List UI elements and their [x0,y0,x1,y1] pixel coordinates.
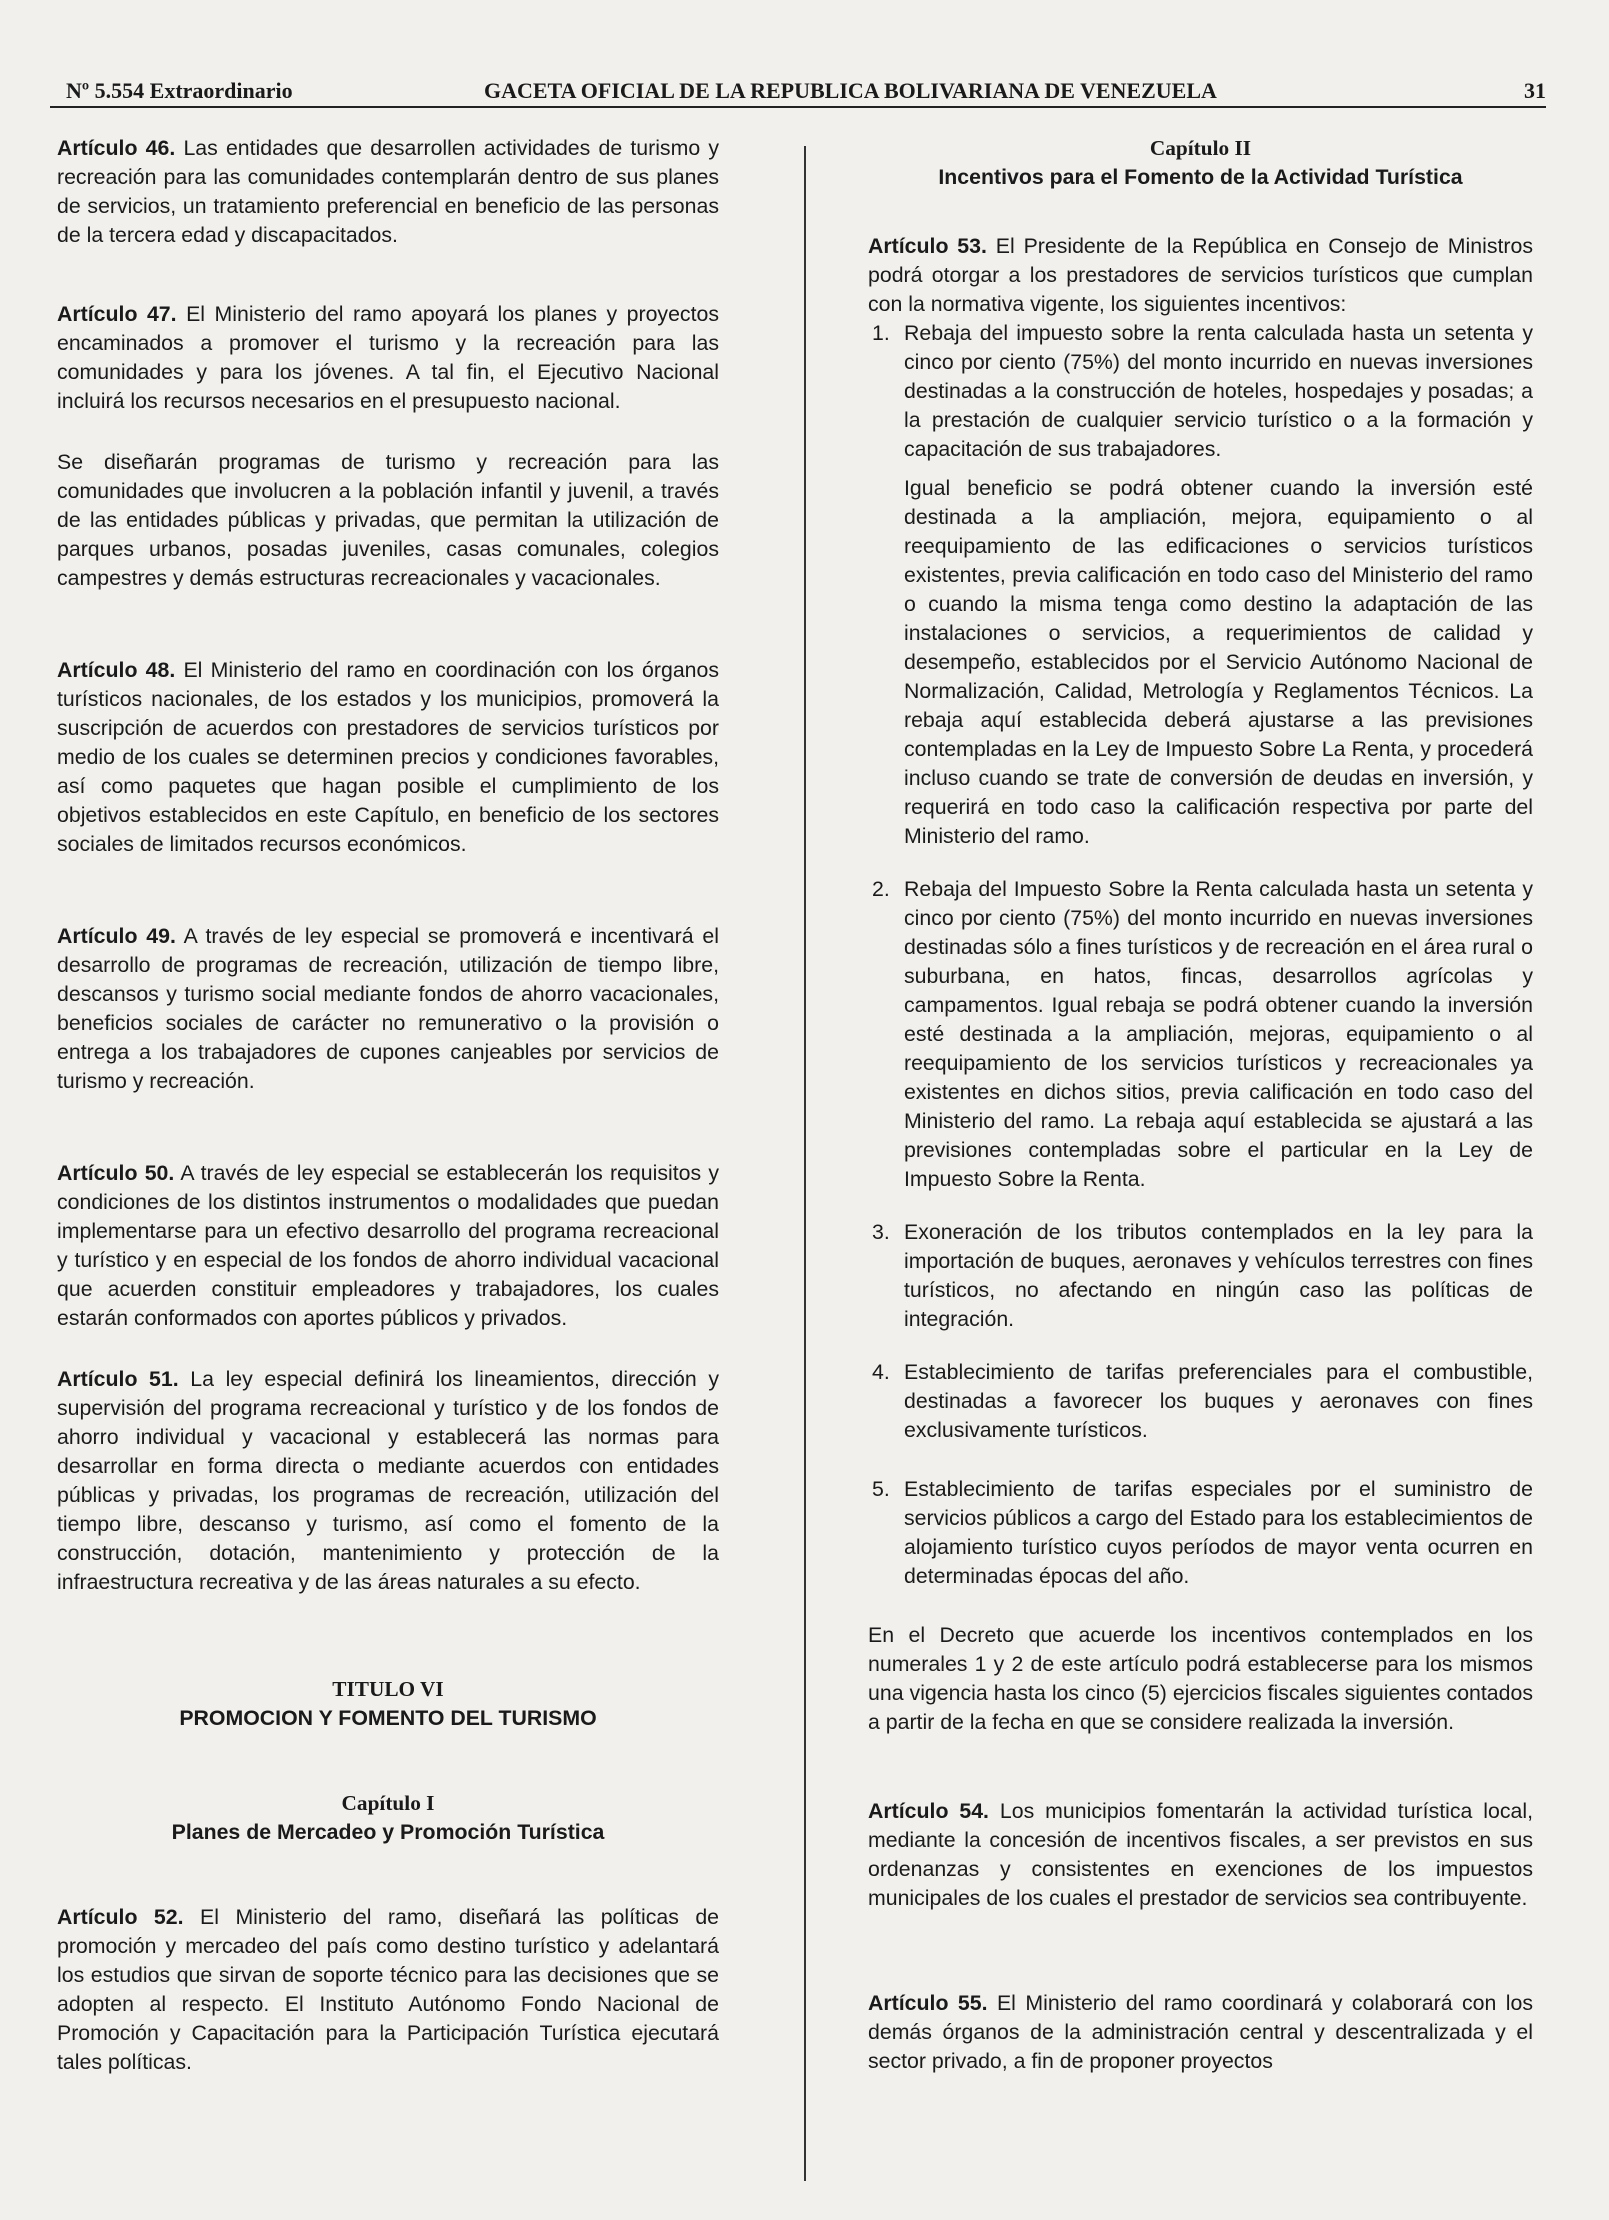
item-text: Establecimiento de tarifas preferenciales para el combustible, destinadas a favorecer los buques y aeronaves con fines exclusivamente turísticos. [904,1360,1533,1442]
article-53 [868,232,1533,319]
list-item [868,319,1533,851]
title-number: TITULO VI [332,1677,444,1701]
article-54 [868,1797,1533,1913]
page-number: 31 [1524,78,1546,103]
article-55 [868,1989,1533,2076]
item-number: 2. [872,877,890,901]
article-label: Artículo 50. [57,1161,175,1185]
article-text: A través de ley especial se promoverá e incentivará el desarrollo de programas de recreación, utilización de tiempo libre, descansos y turismo social mediante fondos de ahorro vacacionales, beneficios sociales de carácter no remunerativo o la provisión o entrega a los trabajadores de cupones canjeables por servicios de turismo y recreación. [57,924,720,1093]
item-text: Establecimiento de tarifas especiales por el suministro de servicios públicos a cargo del Estado para los establecimientos de alojamiento turístico cuyos períodos de mayor venta ocurren en determinadas épocas del año. [904,1477,1533,1588]
title-name: PROMOCION Y FOMENTO DEL TURISMO [179,1706,597,1730]
chapter-1-heading [57,1789,719,1847]
gazette-title: GACETA OFICIAL DE LA REPUBLICA BOLIVARIANA DE VENEZUELA [484,78,1217,103]
chapter-name: Planes de Mercadeo y Promoción Turística [171,1820,605,1844]
item-number: 4. [872,1360,890,1384]
article-text: Los municipios fomentarán la actividad turística local, mediante la concesión de incentivos fiscales, a ser previstos en sus ordenanzas y consistentes en exenciones de los impuestos municipales de los cuales el prestador de servicios sea contribuyente. [868,1799,1533,1910]
article-text: El Ministerio del ramo apoyará los planes y proyectos encaminados a promover el turismo y la recreación para las comunidades y para los jóvenes. A tal fin, el Ejecutivo Nacional incluirá los recursos necesarios en el presupuesto nacional. [57,302,719,413]
column-divider [804,146,806,2181]
issue-number: Nº 5.554 Extraordinario [66,78,293,103]
left-column [57,134,719,2077]
list-item [868,1218,1533,1334]
article-label: Artículo 54. [868,1799,989,1823]
article-label: Artículo 47. [57,302,177,326]
item-text-continued: Igual beneficio se podrá obtener cuando la inversión esté destinada a la ampliación, mejora, equipamiento o al reequipamiento de las edificaciones o servicios turísticos existentes, previa calificación en todo caso del Ministerio del ramo o cuando la misma tenga como destino la adaptación de las instalaciones o servicios, a requerimientos de calidad y desempeño, establecidos por el Servicio Autónomo Nacional de Normalización, Calidad, Metrología y Reglamentos Técnicos. La rebaja aquí establecida deberá ajustarse a las previsiones contempladas en la Ley de Impuesto Sobre La Renta, y procederá incluso cuando se trate de conversión de deudas en inversión, y requerirá en todo caso la calificación respectiva por parte del Ministerio del ramo. [904,476,1533,848]
article-50 [57,1159,719,1333]
chapter-name: Incentivos para el Fomento de la Actividad Turística [938,165,1463,189]
article-text: A través de ley especial se establecerán los requisitos y condiciones de los distintos instrumentos o modalidades que puedan implementarse para un efectivo desarrollo del programa recreacional y turístico y en especial de los fondos de ahorro individual vacacional que acuerden constituir empleadores y trabajadores, los cuales estarán conformados con aportes públicos y privados. [57,1161,719,1330]
article-47 [57,300,719,416]
article-text: Las entidades que desarrollen actividades de turismo y recreación para las comunidades contemplarán dentro de sus planes de servicios, un tratamiento preferencial en beneficio de las personas de la tercera edad y discapacitados. [57,136,719,247]
article-label: Artículo 55. [868,1991,988,2015]
title-heading [57,1675,719,1733]
list-item [868,875,1533,1194]
item-text: Rebaja del Impuesto Sobre la Renta calculada hasta un setenta y cinco por ciento (75%) del monto incurrido en nuevas inversiones destinadas sólo a fines turísticos y de recreación en el área rural o suburbana, en hatos, fincas, desarrollos agrícolas y campamentos. Igual rebaja se podrá obtener cuando la inversión esté destinada a la ampliación, mejoras, equipamiento o al reequipamiento de los servicios turísticos y recreacionales ya existentes en dichos sitios, previa calificación en todo caso del Ministerio del ramo. La rebaja aquí establecida se ajustará a las previsiones contempladas sobre el particular en la Ley de Impuesto Sobre la Renta. [904,877,1533,1191]
article-47-paragraph: Se diseñarán programas de turismo y recreación para las comunidades que involucren a la población infantil y juvenil, a través de las entidades públicas y privadas, que permitan la utilización de parques urbanos, posadas juveniles, casas comunales, colegios campestres y demás estructuras recreacionales y vacacionales. [57,450,719,590]
decree-paragraph: En el Decreto que acuerde los incentivos contemplados en los numerales 1 y 2 de este artículo podrá establecerse para los mismos una vigencia hasta los cinco (5) ejercicios fiscales siguientes contados a partir de la fecha en que se considere realizada la inversión. [868,1623,1533,1734]
article-51 [57,1365,719,1597]
article-52 [57,1903,719,2077]
page-header [50,76,1546,108]
article-48 [57,656,719,859]
chapter-number: Capítulo II [1149,136,1252,160]
chapter-number: Capítulo I [341,1791,435,1815]
article-text: El Presidente de la República en Consejo de Ministros podrá otorgar a los prestadores de servicios turísticos que cumplan con la normativa vigente, los siguientes incentivos: [868,234,1534,316]
chapter-2-heading [868,134,1533,192]
article-label: Artículo 46. [57,136,176,160]
article-label: Artículo 51. [57,1367,179,1391]
right-column [868,134,1533,2076]
article-text: La ley especial definirá los lineamientos, dirección y supervisión del programa recreacional y turístico y de los fondos de ahorro individual y vacacional y establecerá las normas para desarrollar en forma directa o mediante acuerdos con entidades públicas y privadas, los programas de recreación, utilización del tiempo libre, descanso y turismo, así como el fomento de la construcción, dotación, mantenimiento y protección de la infraestructura recreativa y de las áreas naturales a su efecto. [57,1367,719,1594]
list-item [868,1475,1533,1591]
article-46 [57,134,719,250]
item-text: Exoneración de los tributos contemplados en la ley para la importación de buques, aeronaves y vehículos terrestres con fines turísticos, no afectando en ningún caso las políticas de integración. [904,1220,1533,1331]
article-text: El Ministerio del ramo, diseñará las políticas de promoción y mercadeo del país como destino turístico y adelantará los estudios que sirvan de soporte técnico para las decisiones que se adopten al respecto. El Instituto Autónomo Fondo Nacional de Promoción y Capacitación para la Participación Turística ejecutará tales políticas. [57,1905,720,2074]
article-label: Artículo 49. [57,924,176,948]
article-label: Artículo 52. [57,1905,184,1929]
item-number: 3. [872,1220,890,1244]
incentives-list [868,319,1533,1591]
article-text: El Ministerio del ramo coordinará y colaborará con los demás órganos de la administración central y descentralizada y el sector privado, a fin de proponer proyectos [868,1991,1534,2073]
item-number: 1. [872,321,890,345]
item-number: 5. [872,1477,890,1501]
list-item [868,1358,1533,1445]
article-label: Artículo 53. [868,234,987,258]
item-text: Rebaja del impuesto sobre la renta calculada hasta un setenta y cinco por ciento (75%) del monto incurrido en nuevas inversiones destinadas a la construcción de hoteles, hospedajes y posadas; a la prestación de cualquier servicio turístico o a la formación y capacitación de sus trabajadores. [904,321,1533,461]
article-label: Artículo 48. [57,658,176,682]
article-text: El Ministerio del ramo en coordinación con los órganos turísticos nacionales, de los estados y los municipios, promoverá la suscripción de acuerdos con prestadores de servicios turísticos por medio de los cuales se determinen precios y condiciones favorables, así como paquetes que hagan posible el cumplimiento de los objetivos establecidos en este Capítulo, en beneficio de los sectores sociales de limitados recursos económicos. [57,658,719,856]
article-49 [57,922,719,1096]
